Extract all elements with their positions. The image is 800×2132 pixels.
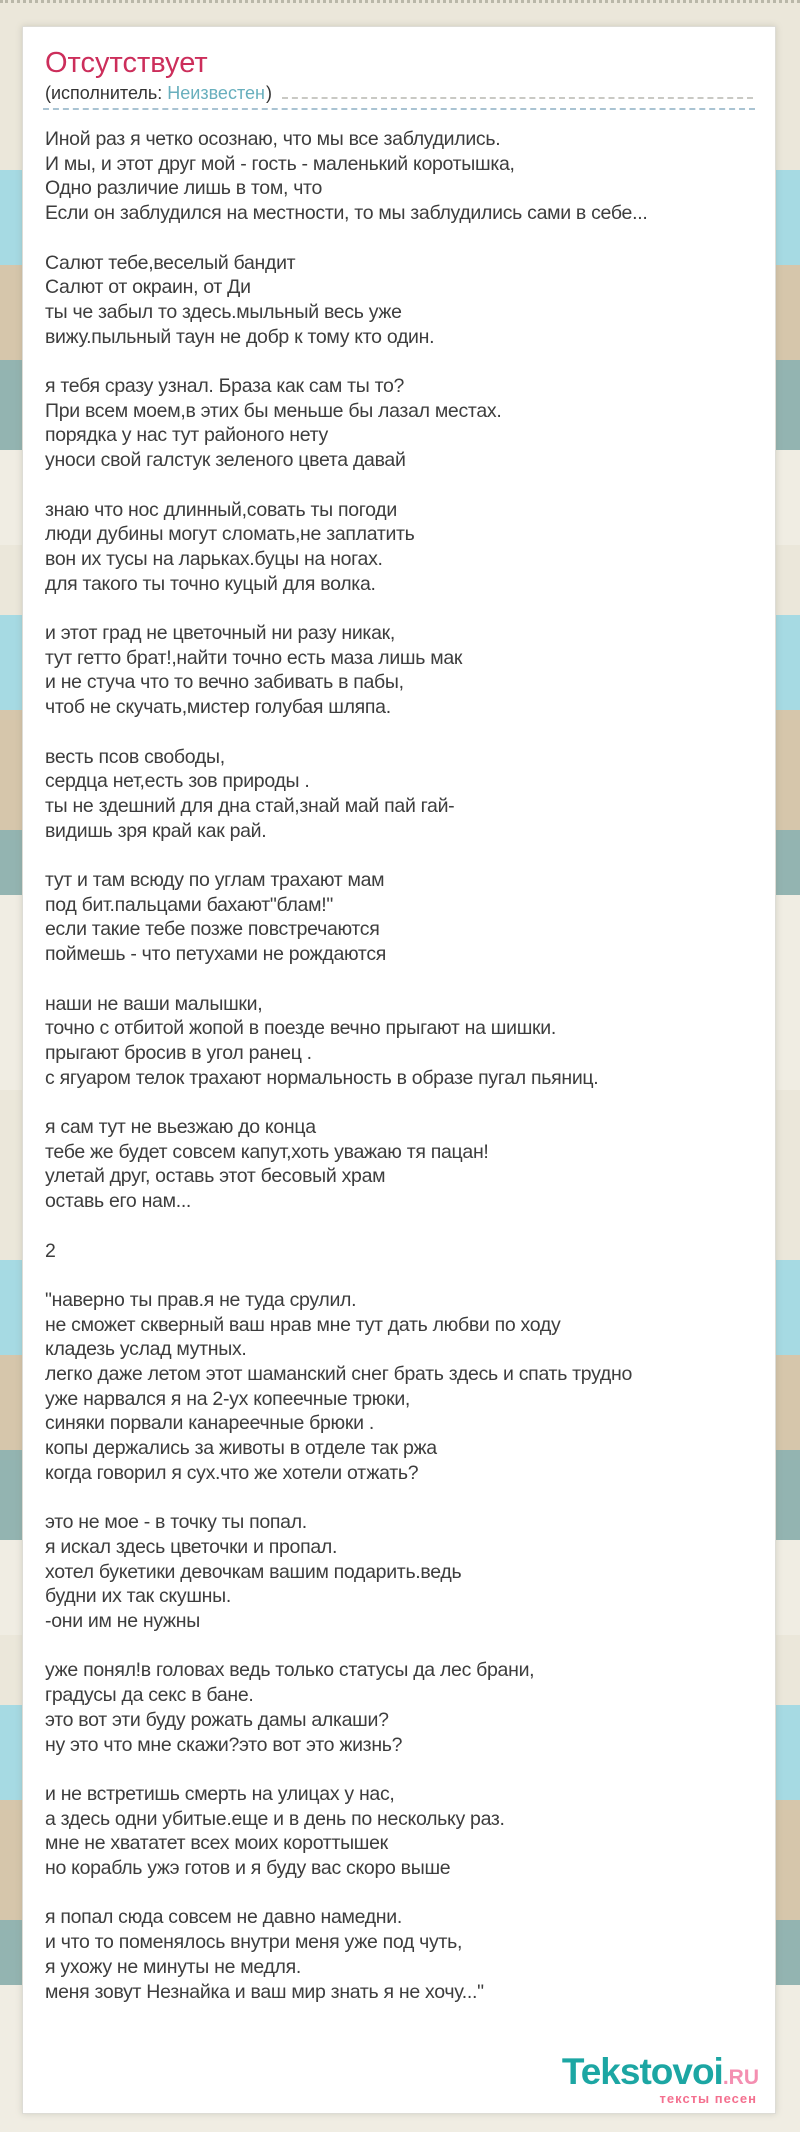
lyric-line: вон их тусы на ларьках.буцы на ногах. [45,547,383,570]
lyric-line: Если он заблудился на местности, то мы заблудились сами в себе... [45,202,648,225]
artist-row [45,83,753,104]
lyric-line: и этот град не цветочный ни разу никак, [45,622,395,644]
lyric-line: ну это что мне скажи?это вот это жизнь? [45,1733,403,1756]
lyric-line: улетай друг, оставь этот бесовый храм [45,1165,386,1188]
lyric-line: порядка у нас тут районого нету [45,424,328,447]
lyric-line: 2 [45,1239,56,1262]
lyric-line: ты не здешний для дна стай,знай май пай гай- [45,794,455,817]
lyric-line: легко даже летом этот шаманский снег брать здесь и спать трудно [45,1363,633,1385]
lyric-line: Иной раз я четко осознаю, что мы все заблудились. [45,128,501,150]
lyric-line: это вот эти буду рожать дамы алкаши? [45,1708,389,1731]
lyric-line: "наверно ты прав.я не туда срулил. [45,1288,357,1311]
lyric-line: под бит.пальцами бахают"блам!" [45,893,333,916]
lyric-line: будни их так скушны. [45,1585,231,1608]
lyric-line: уже понял!в головах ведь только статусы да лес брани, [45,1659,535,1682]
lyric-line: и не стуча что то вечно забивать в пабы, [45,671,404,694]
lyric-line: прыгают бросив в угол ранец . [45,1041,312,1064]
site-logo-tagline: тексты песен [659,2091,757,2106]
lyric-line: синяки порвали канареечные брюки . [45,1412,374,1435]
lyric-line: мне не хвататет всех моих короттышек [45,1832,388,1855]
lyric-line: я попал сюда совсем не давно намедни. [45,1906,402,1929]
lyric-line: видишь зря край как рай. [45,819,267,842]
lyric-line: ты че забыл то здесь.мыльный весь уже [45,300,402,323]
artist-prefix-label: (исполнитель: [45,83,163,103]
lyric-line: это не мое - в точку ты попал. [45,1511,307,1534]
lyric-line: чтоб не скучать,мистер голубая шляпа. [45,696,391,719]
site-logo-suffix[interactable]: .RU [722,2066,759,2089]
lyric-line: поймешь - что петухами не рождаются [45,943,387,966]
stanza [45,1510,753,1634]
lyric-line: вижу.пыльный таун не добр к тому кто один. [45,325,435,348]
lyric-line: и не встретишь смерть на улицах у нас, [45,1782,395,1805]
lyric-line: тебе же будет совсем капут,хоть уважаю тя пацан! [45,1140,489,1163]
lyric-line: я искал здесь цветочки и пропал. [45,1535,338,1558]
song-title: Отсутствует [45,47,208,79]
stanza [45,1905,753,2004]
stanza [45,1239,753,1264]
artist-link[interactable]: Неизвестен [167,83,265,103]
lyric-line: уже нарвался я на 2-ух копеечные трюки, [45,1387,411,1410]
lyric-line: Одно различие лишь в том, что [45,177,323,200]
content-panel [22,26,776,2114]
lyric-line: уноси свой галстук зеленого цвета давай [45,449,406,472]
lyric-line: Салют от окраин, от Ди [45,276,251,299]
lyric-line: тут и там всюду по углам трахают мам [45,869,385,891]
lyric-line: я тебя сразу узнал. Браза как сам ты то? [45,375,405,397]
stanza [45,498,753,597]
lyric-line: а здесь одни убитые.еще и в день по нескольку раз. [45,1807,505,1830]
lyric-line: При всем моем,в этих бы меньше бы лазал местах. [45,399,502,422]
header-divider [43,108,755,110]
lyric-line: если такие тебе позже повстречаются [45,918,380,941]
lyric-line: я ухожу не минуты не медля. [45,1955,302,1978]
lyric-line: люди дубины могут сломать,не заплатить [45,523,415,546]
lyric-line: кладезь услад мутных. [45,1338,247,1361]
stanza [45,745,753,844]
lyric-line: градусы да секс в бане. [45,1684,254,1707]
stanza [45,1288,753,1486]
lyric-line: для такого ты точно куцый для волка. [45,572,376,595]
artist-leader-line [282,84,753,99]
lyric-line: и что то поменялось внутри меня уже под чуть, [45,1931,463,1954]
lyric-line: -они им не нужны [45,1610,200,1633]
stanza [45,374,753,473]
site-logo[interactable] [562,2053,759,2105]
lyric-line: Салют тебе,веселый бандит [45,251,296,274]
stanza [45,992,753,1091]
stanza [45,127,753,226]
stanza [45,868,753,967]
lyric-line: не сможет скверный ваш нрав мне тут дать любви по ходу [45,1313,561,1336]
lyric-line: И мы, и этот друг мой - гость - маленький коротышка, [45,152,515,175]
lyric-line: наши не ваши малышки, [45,992,263,1015]
lyric-line: я сам тут не вьезжаю до конца [45,1116,316,1138]
lyric-line: с ягуаром телок трахают нормальность в образе пугал пьяниц. [45,1066,599,1089]
site-logo-main[interactable]: Tekstovoi [561,2051,723,2092]
stanza [45,1658,753,1757]
lyric-line: хотел букетики девочкам вашим подарить.ведь [45,1560,462,1583]
lyric-line: оставь его нам... [45,1190,192,1213]
stanza [45,1115,753,1214]
lyric-line: меня зовут Незнайка и ваш мир знать я не хочу..." [45,1980,484,2003]
lyric-line: но корабль ужэ готов и я буду вас скоро выше [45,1857,451,1880]
lyrics [45,127,753,2004]
lyric-line: весть псов свободы, [45,745,225,768]
stanza [45,621,753,720]
lyric-line: знаю что нос длинный,совать ты погоди [45,498,397,521]
lyric-line: копы держались за животы в отделе так ржа [45,1437,437,1460]
stanza [45,251,753,350]
lyric-line: когда говорил я сух.что же хотели отжать? [45,1461,419,1484]
lyric-line: сердца нет,есть зов природы . [45,770,310,793]
stanza [45,1782,753,1881]
artist-suffix-label: ) [265,83,272,103]
lyric-line: точно с отбитой жопой в поезде вечно прыгают на шишки. [45,1017,556,1040]
lyric-line: тут гетто брат!,найти точно есть маза лишь мак [45,646,463,669]
